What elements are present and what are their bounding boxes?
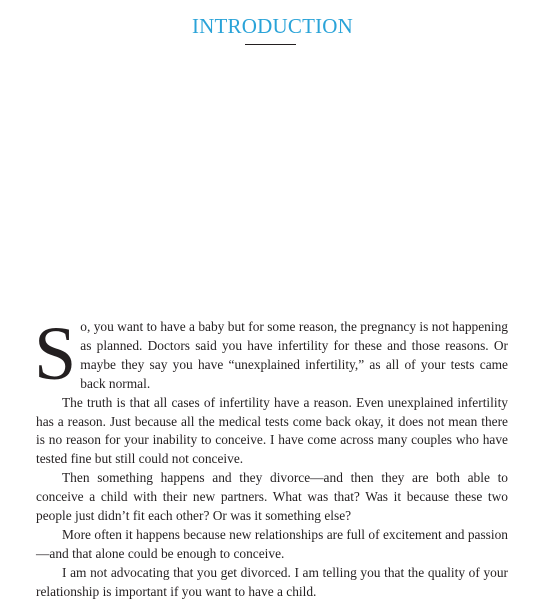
paragraph-4: More often it happens because new relationships are full of excitement and passion—and that alone could be enough to conceive. <box>36 526 508 561</box>
paragraph-1 <box>34 312 508 396</box>
title-underline <box>245 44 296 45</box>
paragraph-2: The truth is that all cases of infertility have a reason. Even unexplained infertility has a reason. Just because all the medical tests come back okay, it does not mean there is no reason for your inability to conceive. I have come across many couples who have tested fine but still could not conceive. <box>36 394 508 467</box>
drop-cap: S <box>34 312 77 396</box>
chapter-title: INTRODUCTION <box>191 14 354 38</box>
paragraph-3: Then something happens and they divorce—and then they are both able to conceive a child with their new partners. What was that? Was it because these two people just didn’t fit each other? Or was it something else? <box>36 470 508 524</box>
paragraph-1-text: o, you want to have a baby but for some reason, the pregnancy is not happening as planned. Doctors said you have infertility for these and those reasons. Or maybe they say you have “unexplained infertility,” as all of your tests came back normal. <box>80 319 508 391</box>
paragraph-5: I am not advocating that you get divorced. I am telling you that the quality of your relationship is important if you want to have a child. <box>36 564 508 599</box>
body-text <box>34 312 508 602</box>
